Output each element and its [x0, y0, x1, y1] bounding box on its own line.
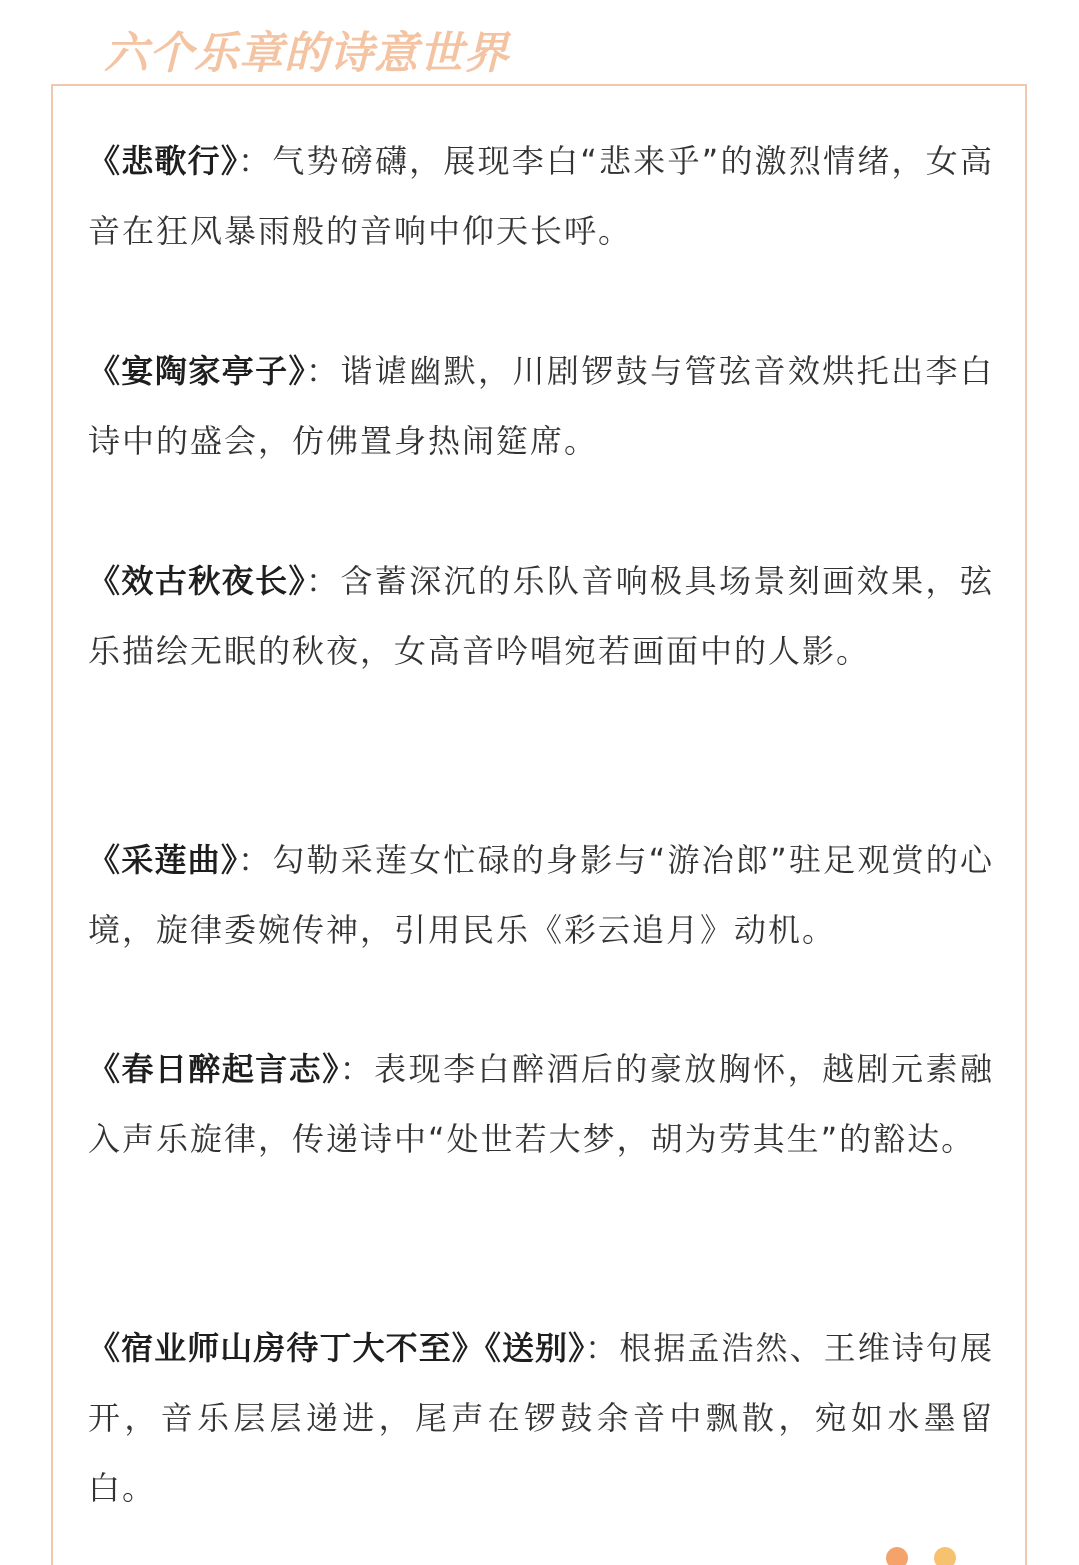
entry-separator: ：: [305, 562, 341, 600]
entry-text: 根据孟浩然、王维诗句展开，音乐层层递进，尾声在锣鼓余音中飘散，宛如水墨留白。: [88, 1329, 994, 1507]
entry-chun-ri-zui-qi-yan-zhi: [88, 1034, 994, 1174]
entry-yan-tao-jia-ting-zi: [88, 336, 994, 476]
entry-separator: ：: [238, 841, 273, 879]
entry-title: 《宴陶家亭子》: [88, 352, 306, 390]
entry-text: 表现李白醉酒后的豪放胸怀，越剧元素融入声乐旋律，传递诗中“处世若大梦，胡为劳其生”的豁达。: [88, 1050, 994, 1158]
entry-title: 《效古秋夜长》: [88, 562, 306, 600]
entry-cai-lian-qu: [88, 825, 994, 965]
entry-su-ye-shi-song-bie: [88, 1313, 994, 1523]
entry-title: 《宿业师山房待丁大不至》《送别》: [88, 1329, 586, 1367]
entry-title: 《悲歌行》: [88, 142, 239, 180]
entry-separator: ：: [339, 1050, 375, 1088]
entry-separator: ：: [238, 142, 273, 180]
entry-text: 勾勒采莲女忙碌的身影与“游冶郎”驻足观赏的心境，旋律委婉传神，引用民乐《彩云追月》动机。: [88, 841, 994, 949]
page-title: 六个乐章的诗意世界: [104, 28, 509, 79]
entry-text: 气势磅礴，展现李白“悲来乎”的激烈情绪，女高音在狂风暴雨般的音响中仰天长呼。: [88, 142, 994, 250]
entry-text: 含蓄深沉的乐队音响极具场景刻画效果，弦乐描绘无眠的秋夜，女高音吟唱宛若画面中的人影。: [88, 562, 994, 670]
pagination-dot-2[interactable]: [934, 1547, 956, 1565]
entry-bei-ge-xing: [88, 126, 994, 266]
entry-separator: ：: [585, 1329, 620, 1367]
entry-text: 谐谑幽默，川剧锣鼓与管弦音效烘托出李白诗中的盛会，仿佛置身热闹筵席。: [88, 352, 994, 460]
entry-separator: ：: [305, 352, 341, 390]
entry-title: 《春日醉起言志》: [88, 1050, 340, 1088]
entry-xiao-gu-qiu-ye-chang: [88, 546, 994, 686]
pagination-dot-1[interactable]: [886, 1547, 908, 1565]
entry-title: 《采莲曲》: [88, 841, 239, 879]
pagination-dots: [886, 1547, 966, 1565]
